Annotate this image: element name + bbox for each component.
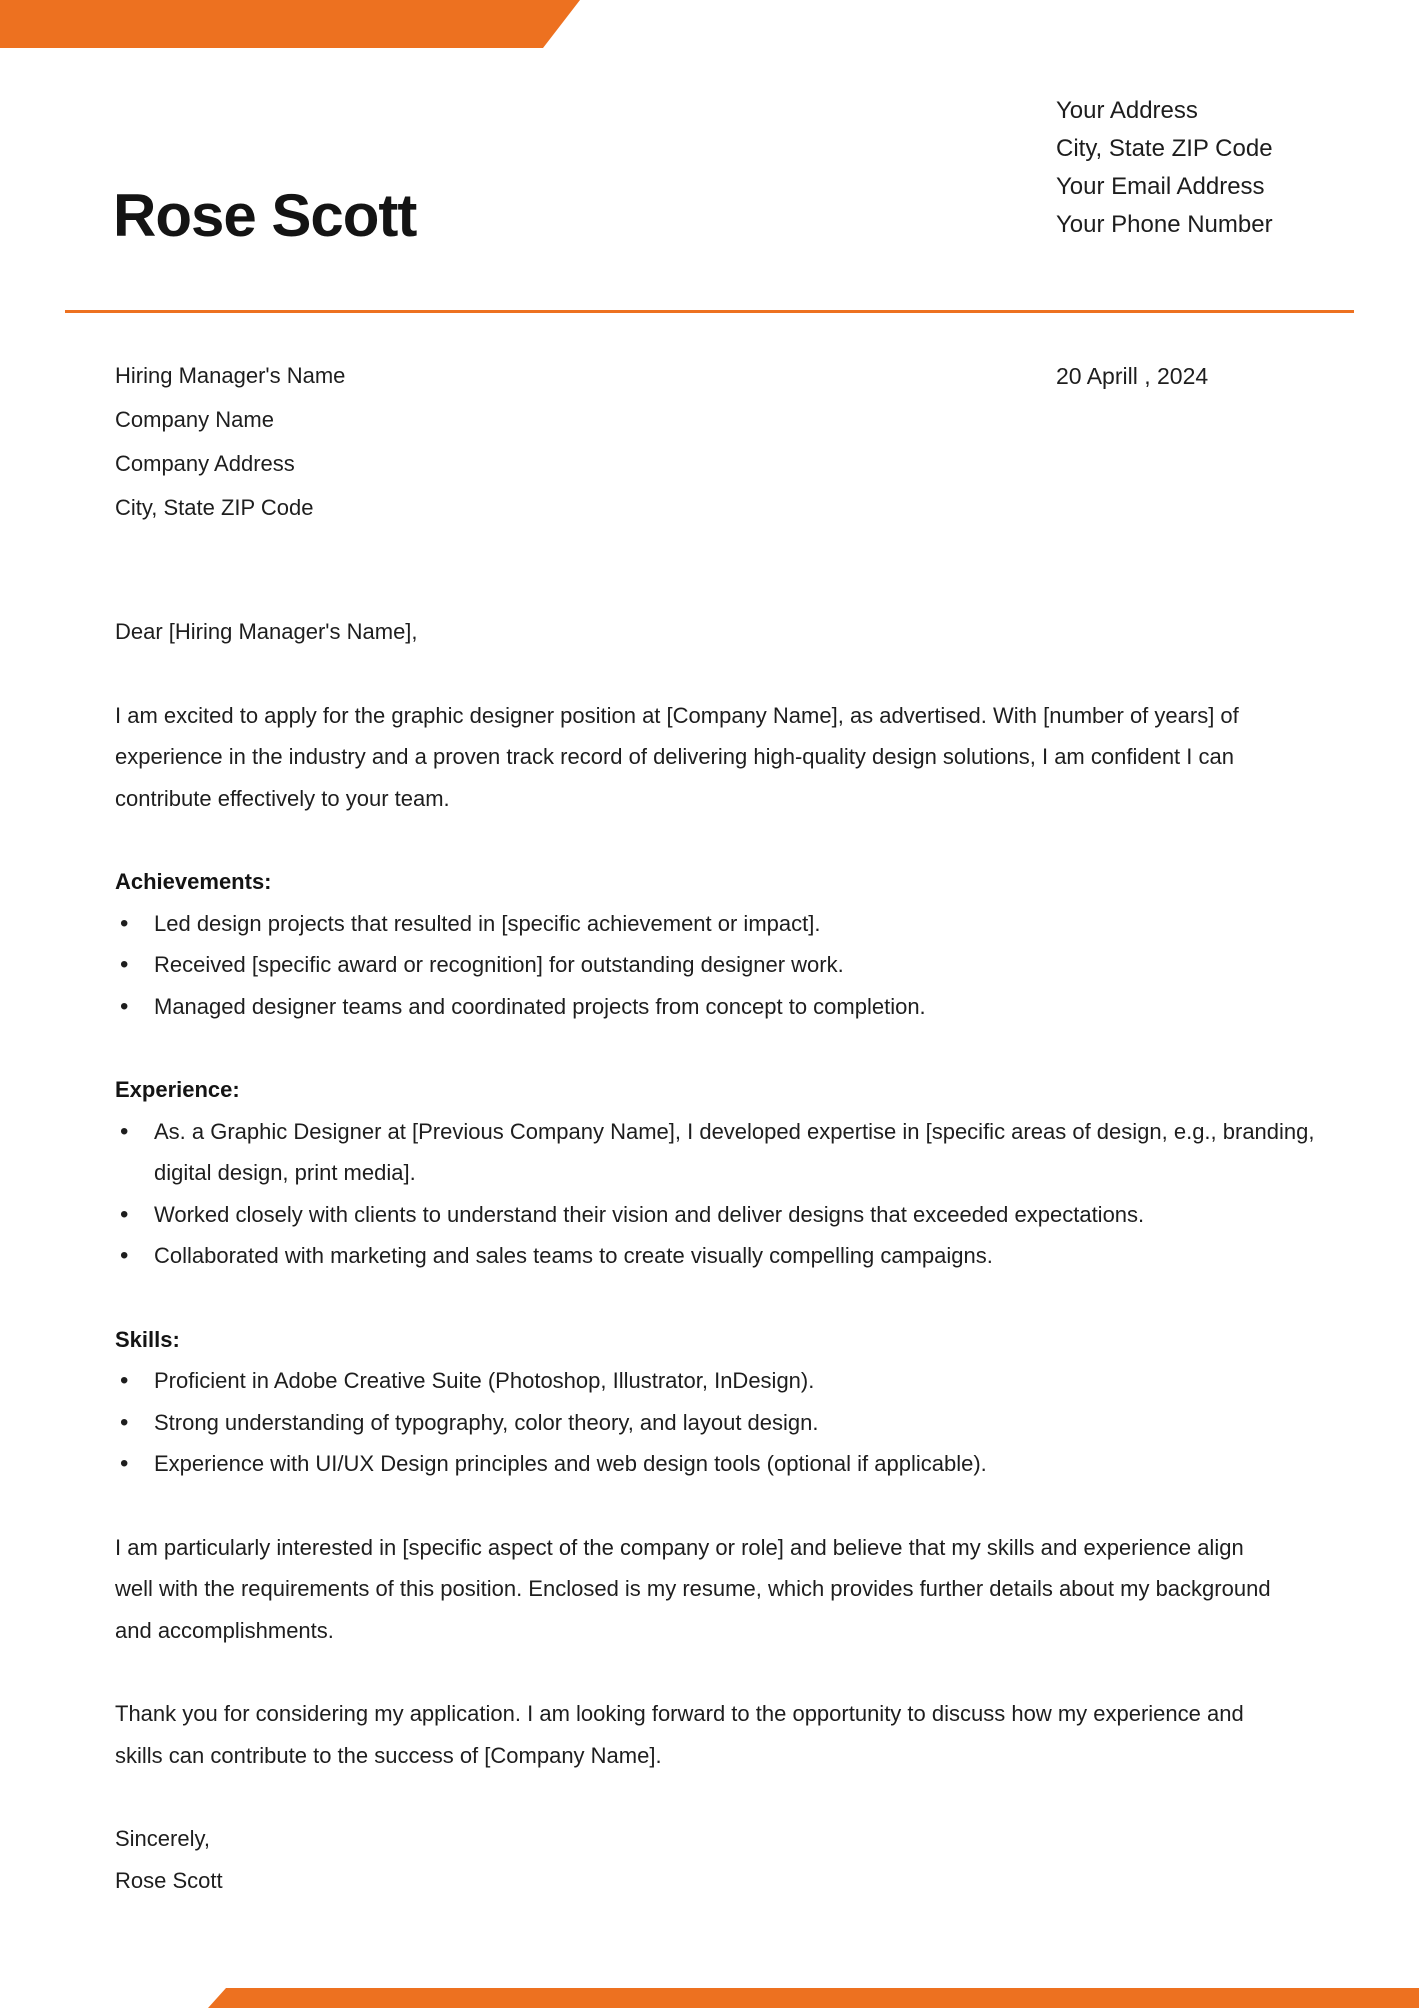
sender-name: Rose Scott [113, 182, 417, 249]
bullet-item: • Worked closely with clients to understand their vision and deliver designs that exceeded expectations. [115, 1194, 1320, 1236]
section-heading-achievements: Achievements: [115, 869, 272, 894]
contact-line-city: City, State ZIP Code [1056, 135, 1273, 162]
bullet-item: • As. a Graphic Designer at [Previous Company Name], I developed expertise in [specific areas of design, e.g., branding, digital design, print media]. [115, 1111, 1320, 1194]
section-heading-experience: Experience: [115, 1077, 240, 1102]
bullet-item: • Experience with UI/UX Design principles and web design tools (optional if applicable). [115, 1443, 1320, 1485]
salutation: Dear [Hiring Manager's Name], [115, 619, 418, 644]
recipient-line-city: City, State ZIP Code [115, 495, 314, 520]
signature: Rose Scott [115, 1867, 223, 1893]
signoff-block [115, 1818, 1280, 1901]
bullet-item: • Led design projects that resulted in [specific achievement or impact]. [115, 903, 1320, 945]
signoff: Sincerely, [115, 1826, 210, 1851]
bottom-banner-shape [208, 1988, 1419, 2008]
letter-body [115, 611, 1315, 1901]
closing-paragraph: I am particularly interested in [specific aspect of the company or role] and believe that my skills and experience align well with the requirements of this position. Enclosed is my resume, which provides further details about my background and accomplishments. [115, 1534, 1271, 1643]
contact-line-address: Your Address [1056, 97, 1198, 124]
contact-line-email: Your Email Address [1056, 173, 1265, 200]
contact-line-phone: Your Phone Number [1056, 211, 1273, 238]
letter-date: 20 Aprill , 2024 [1056, 363, 1209, 389]
top-banner-shape [0, 0, 580, 48]
bullet-item: • Collaborated with marketing and sales teams to create visually compelling campaigns. [115, 1235, 1320, 1277]
bullet-item: • Strong understanding of typography, color theory, and layout design. [115, 1402, 1320, 1444]
bullet-item: • Proficient in Adobe Creative Suite (Photoshop, Illustrator, InDesign). [115, 1360, 1320, 1402]
contact-block [1056, 92, 1273, 244]
bullet-item: • Managed designer teams and coordinated projects from concept to completion. [115, 986, 1320, 1028]
recipient-block [115, 354, 345, 530]
skills-list [115, 1360, 1320, 1485]
section-heading-skills: Skills: [115, 1326, 180, 1352]
recipient-line-manager: Hiring Manager's Name [115, 363, 346, 388]
intro-paragraph: I am excited to apply for the graphic designer position at [Company Name], as advertised. With [number of years] of experience in the industry and a proven track record of delivering high-quality design solutions, I am confident I can contribute effectively to your team. [115, 702, 1239, 811]
experience-list [115, 1111, 1320, 1277]
achievements-list [115, 903, 1320, 1028]
header-divider [65, 310, 1354, 313]
recipient-line-address: Company Address [115, 451, 295, 476]
recipient-line-company: Company Name [115, 407, 274, 432]
closing-paragraph: Thank you for considering my application. I am looking forward to the opportunity to discuss how my experience and skills can contribute to the success of [Company Name]. [115, 1701, 1244, 1768]
bullet-item: • Received [specific award or recognition] for outstanding designer work. [115, 944, 1320, 986]
